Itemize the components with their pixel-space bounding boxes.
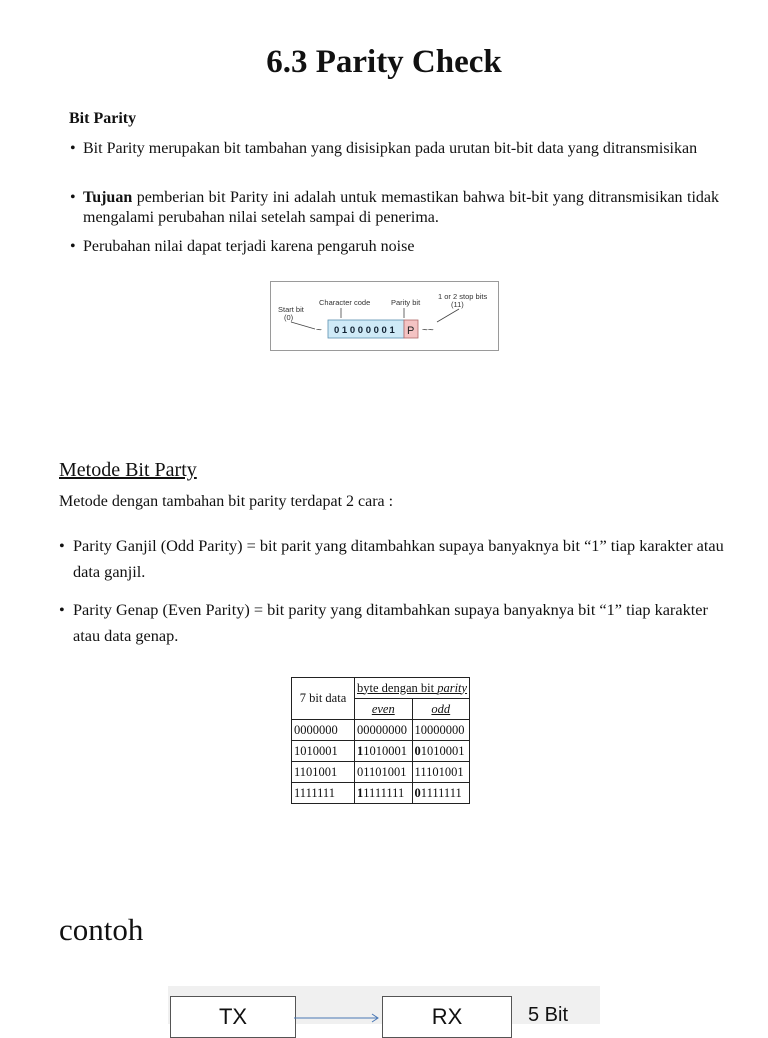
bullet-odd-parity: [59, 533, 733, 585]
bit-parity-heading: Bit Parity: [69, 110, 137, 127]
start-bit-label: Start bit: [278, 305, 304, 314]
cell-odd: 01010001: [412, 741, 470, 762]
cell-odd: 10000000: [412, 720, 470, 741]
bullet-even-parity: [59, 597, 733, 649]
contoh-heading: contoh: [59, 912, 144, 947]
metode-intro: Metode dengan tambahan bit parity terdapat 2 cara :: [59, 493, 394, 510]
right-tilde: ~~: [422, 325, 434, 336]
metode-heading: Metode Bit Party: [59, 459, 197, 481]
table-row: [292, 783, 470, 804]
bullet-definition: [70, 139, 719, 159]
bullet-noise: [70, 237, 719, 257]
start-bit-value: (0): [284, 313, 294, 322]
table-row: [292, 762, 470, 783]
cell-odd: 11101001: [412, 762, 470, 783]
header-7bit: 7 bit data: [292, 678, 355, 720]
frame-diagram: [270, 281, 499, 351]
header-even: even: [355, 699, 413, 720]
cell-data: 1101001: [292, 762, 355, 783]
bullet-lead: Tujuan: [83, 189, 133, 206]
bullet-tujuan: [70, 188, 719, 228]
bullet-dot: •: [59, 536, 65, 555]
tx-rx-diagram: [168, 986, 600, 1029]
rx-box: RX: [382, 996, 512, 1038]
stop-bits-label: 1 or 2 stop bits: [438, 292, 488, 301]
left-tilde: ~: [316, 325, 322, 336]
parity-bit-label: Parity bit: [391, 298, 421, 307]
cell-data: 1010001: [292, 741, 355, 762]
character-code-label: Character code: [319, 298, 371, 307]
bullet-text: Perubahan nilai dapat terjadi karena pengaruh noise: [83, 238, 415, 255]
table-row: [292, 741, 470, 762]
bullet-text: Parity Ganjil (Odd Parity) = bit parit yang ditambahkan supaya banyaknya bit “1” tiap karakter atau data ganjil.: [73, 536, 724, 581]
table-header-row: [292, 678, 470, 699]
cell-even: 11111111: [355, 783, 413, 804]
cell-even: 00000000: [355, 720, 413, 741]
stop-bits-value: (11): [451, 300, 464, 309]
header-odd: odd: [412, 699, 470, 720]
bullet-dot: •: [70, 189, 76, 206]
bullet-text: Bit Parity merupakan bit tambahan yang disisipkan pada urutan bit-bit data yang ditransmisikan: [83, 140, 698, 157]
cell-data: 0000000: [292, 720, 355, 741]
bullet-dot: •: [59, 600, 65, 619]
tx-box: TX: [170, 996, 296, 1038]
cell-data: 1111111: [292, 783, 355, 804]
bit-count-label: 5 Bit: [528, 1004, 569, 1026]
bullet-dot: •: [70, 140, 76, 157]
bullet-text: Parity Genap (Even Parity) = bit parity yang ditambahkan supaya banyaknya bit “1” tiap karakter atau data genap.: [73, 600, 708, 645]
arrow-right-icon: [294, 1012, 384, 1024]
page-title: 6.3 Parity Check: [266, 44, 502, 80]
header-byte-parity: byte dengan bit parity: [355, 678, 470, 699]
bullet-dot: •: [70, 238, 76, 255]
bullet-text: pemberian bit Parity ini adalah untuk memastikan bahwa bit-bit yang ditransmisikan tidak mengalami perubahan nilai setelah sampai di penerima.: [83, 189, 719, 226]
character-code-bits: 0 1 0 0 0 0 0 1: [334, 325, 395, 336]
table-row: [292, 720, 470, 741]
cell-odd: 01111111: [412, 783, 470, 804]
parity-table: [291, 677, 470, 804]
cell-even: 01101001: [355, 762, 413, 783]
parity-letter: P: [407, 325, 415, 337]
cell-even: 11010001: [355, 741, 413, 762]
